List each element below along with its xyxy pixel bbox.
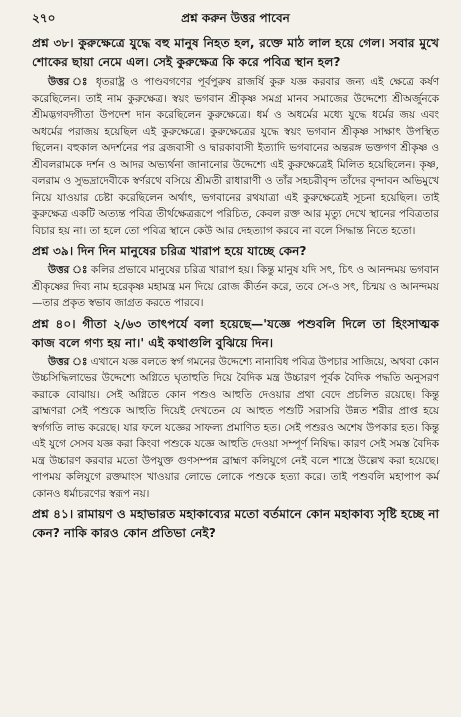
question-label: প্রশ্ন ৪০। (32, 316, 76, 331)
page-header (32, 10, 439, 30)
question (32, 34, 439, 72)
question-text: দিন দিন মানুষের চরিত্র খারাপ হয়ে যাচ্ছে কেন? (77, 244, 307, 258)
question-text: কুরুক্ষেত্রে যুদ্ধে বহু মানুষ নিহত হল, রক্তে মাঠ লাল হয়ে গেল। সবার মুখে শোকের ছায়া নেমে এল। সেই কুরুক্ষেত্র কি করে পবিত্র স্থান হল? (32, 36, 439, 69)
answer (32, 354, 439, 503)
question (32, 242, 439, 261)
answer-label: উত্তর ঃ (48, 355, 88, 368)
answer (32, 262, 439, 312)
running-title: প্রশ্ন করুন উত্তর পাবেন (181, 11, 290, 25)
qa-block-38 (32, 34, 439, 239)
answer-label: উত্তর ঃ (48, 264, 88, 276)
question-text: গীতা ২/৬৩ তাৎপর্যে বলা হয়েছে—'যজ্ঞে পশুবলি দিলে তা হিংসাত্মক কাজ বলে গণ্য হয় না।' এই কথাগুলি বুঝিয়ে দিন। (32, 316, 439, 350)
question-text: রামায়ণ ও মহাভারত মহাকাব্যের মতো বর্তমানে কোন মহাকাব্য সৃষ্টি হচ্ছে না কেন? নাকি কারও কোন প্রতিভা নেই? (32, 507, 440, 540)
question-label: প্রশ্ন ৩৯। (32, 244, 74, 258)
answer-text: কলির প্রভাবে মানুষের চরিত্র খারাপ হয়। কিন্তু মানুষ যদি সৎ, চিৎ ও আনন্দময় ভগবান শ্রীকৃষ্ণের দিব্য নাম হরেকৃষ্ণ মহামন্ত্র মন দিয়ে রোজ কীর্তন করে, তবে সে-ও সৎ, চিন্ময় ও আনন্দময়—তার প্রকৃত স্বভাব জাগ্রত করতে পারবে। (32, 264, 439, 309)
question (32, 505, 439, 543)
question-label: প্রশ্ন ৩৮। (32, 36, 74, 50)
answer (32, 74, 439, 239)
answer-label: উত্তর ঃ (48, 76, 90, 88)
qa-block-39 (32, 242, 439, 312)
answer-text: ধৃতরাষ্ট্র ও পাণ্ডবগণের পূর্বপুরুষ রাজর্ষি কুরু যজ্ঞ করবার জন্য এই ক্ষেত্রে কর্ষণ করেছিলেন। তাই নাম কুরুক্ষেত্র। স্বয়ং ভগবান শ্রীকৃষ্ণ সমগ্র মানব সমাজের উদ্দেশ্যে শ্রীঅর্জুনকে শ্রীমদ্ভগবদ্গীতা উপদেশ দান করেছিলেন কুরুক্ষেত্রে। ধর্ম ও অধর্মের মধ্যে যুদ্ধে ধর্মের জয় এবং অধর্মের পরাজয় হয়েছিল এই কুরুক্ষেত্রে। কুরুক্ষেত্রের যুদ্ধে স্বয়ং ভগবান শ্রীকৃষ্ণ সাক্ষাৎ উপস্থিত ছিলেন। বহুকাল অদর্শনের পর ব্রজবাসী ও দ্বারকাবাসী ইত্যাদি ভগবানের অন্তরঙ্গ ভক্তগণ শ্রীকৃষ্ণ ও শ্রীবলরামকে দর্শন ও আদর অভ্যর্থনা জানানোর উদ্দেশ্যে এই কুরুক্ষেত্রেই মিলিত হয়েছিলেন। কৃষ্ণ, বলরাম ও সুভদ্রাদেবীকে স্বর্ণরথে বসিয়ে শ্রীমতী রাধারাণী ও তাঁর সহচরীবৃন্দ তাঁদের বৃন্দাবন অভিমুখে নিয়ে যাওয়ার চেষ্টা করেছিলেন অর্থাৎ, ভগবানের রথযাত্রা এই কুরুক্ষেত্রেই সূচনা হয়েছিল। তাই কুরুক্ষেত্র একটি অত্যন্ত পবিত্র তীর্থক্ষেত্ররূপে পরিচিত, কেবল রক্ত আর মৃত্যু দেখে স্থানের পবিত্রতার বিচার হয় না। তা হলে তো পবিত্র স্থানে কেউ আর দেহত্যাগ করবে না বলে সিদ্ধান্ত নিতে হতো। (32, 76, 440, 237)
qa-block-40 (32, 315, 439, 503)
page-number: ২৭০ (32, 11, 56, 25)
question-label: প্রশ্ন ৪১। (32, 507, 74, 521)
question (32, 315, 439, 353)
qa-block-41 (32, 505, 439, 543)
answer-text: এখানে যজ্ঞ বলতে স্বর্গ গমনের উদ্দেশ্যে নানাবিধ পবিত্র উপচার সাজিয়ে, অথবা কোন উচ্চসিদ্ধিলাভের উদ্দেশ্যে অগ্নিতে ঘৃতাহুতি দিয়ে বৈদিক মন্ত্র উচ্চারণ পূর্বক বৈদিক পদ্ধতি অনুসরণ করাকে বোঝায়। সেই অগ্নিতে কোন পশুও আহুতি দেওয়ার প্রথা বেদে প্রচলিত রয়েছে। কিন্তু ব্রাহ্মণরা সেই পশুকে আহুতি দিয়েই দেখতেন যে আহুত পশুটি সরাসরি উন্নত শরীর প্রাপ্ত হয়ে স্বর্গগতি লাভ করেছে। যার ফলে যজ্ঞের সাফল্য প্রমাণিত হত। সেই পশুরও অশেষ উপকার হত। কিন্তু এই যুগে সেসব যজ্ঞ করা কিংবা পশুকে যজ্ঞে আহুতি দেওয়া সম্পূর্ণ নিষিদ্ধ। কারণ সেই সমস্ত বৈদিক মন্ত্র উচ্চারণ করবার মতো উপযুক্ত গুণসম্পন্ন ব্রাহ্মণ কলিযুগে নেই বলে শাস্ত্রে উল্লেখ করা হয়েছে। পাপময় কলিযুগে রক্তমাংস খাওয়ার লোভে লোকে পশুকে হত্যা করে। তাই পশুবলি মহাপাপ কর্ম কোনও ধর্মাচরণের স্বরূপ নয়। (32, 355, 439, 500)
